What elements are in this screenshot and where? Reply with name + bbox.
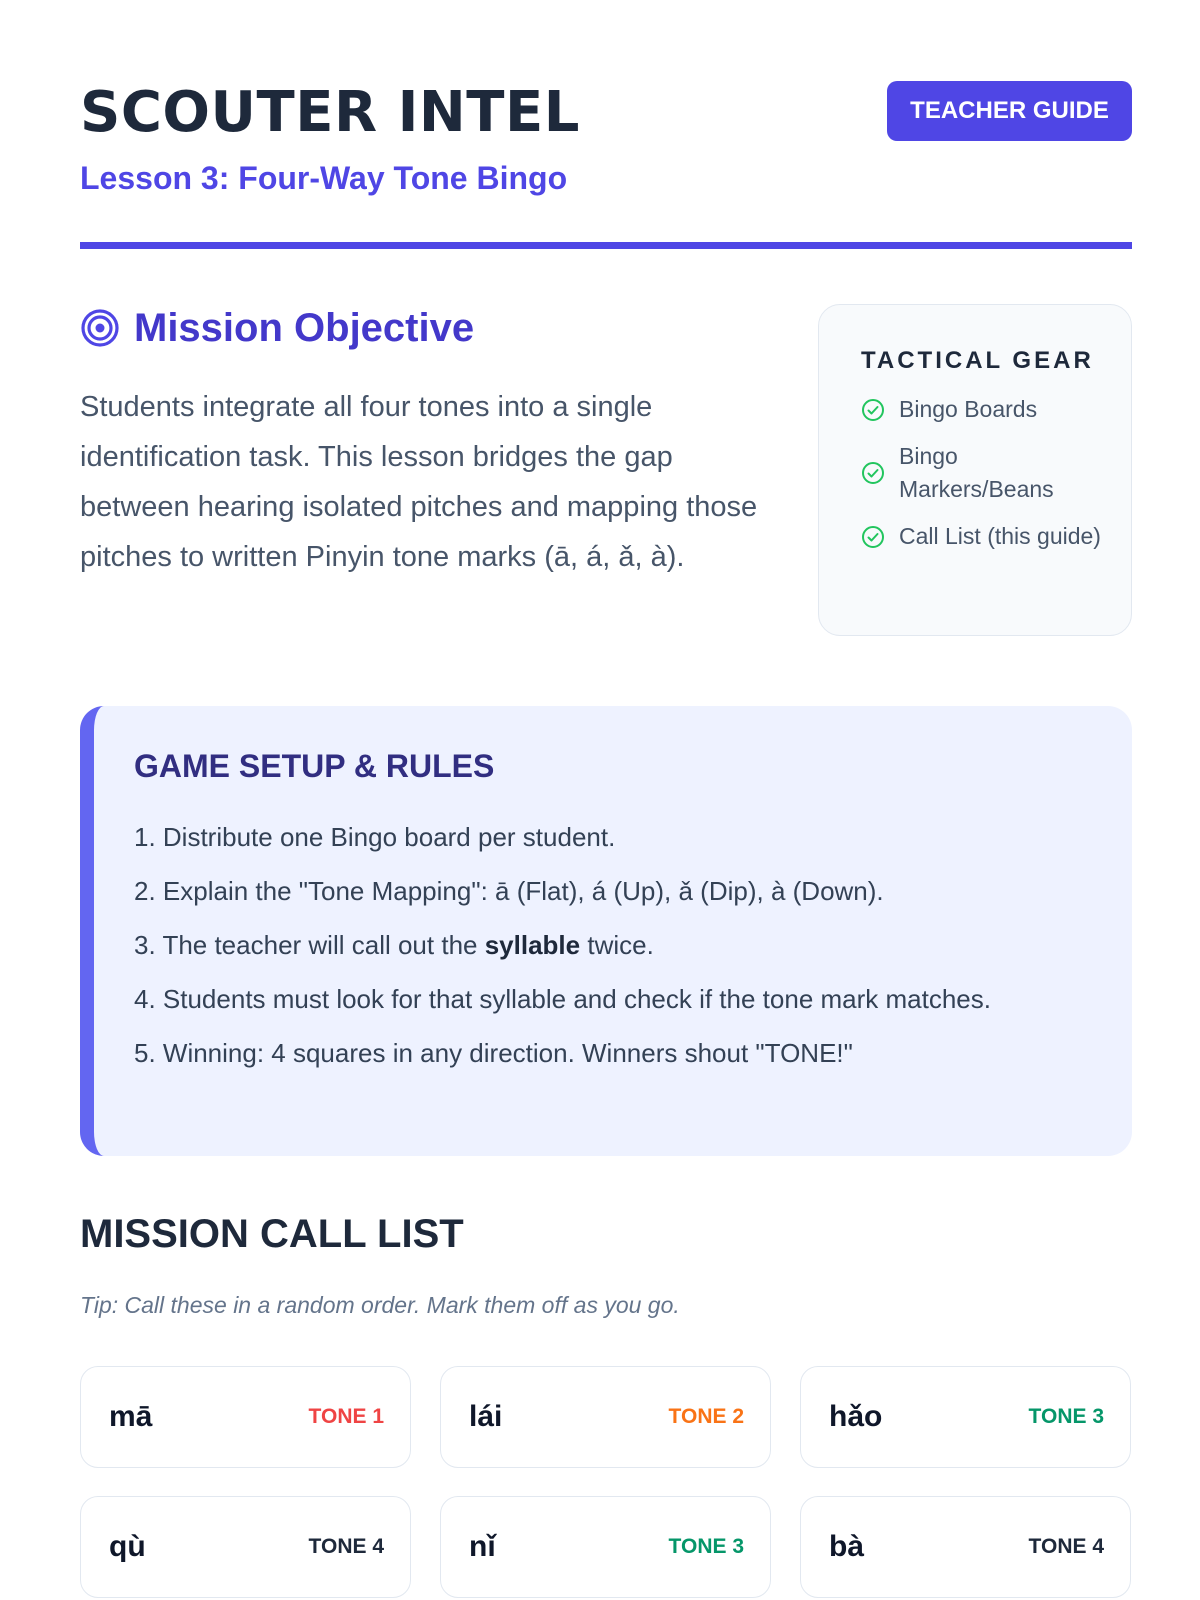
gear-item — [861, 393, 1101, 426]
objective-heading — [80, 300, 770, 356]
call-card[interactable] — [440, 1496, 771, 1598]
check-circle-icon — [861, 525, 885, 549]
rule-text: 5. Winning: 4 squares in any direction. Winners shout "TONE!" — [134, 1038, 853, 1068]
tone-badge: TONE 3 — [1028, 1405, 1104, 1428]
rules-list — [134, 817, 994, 1073]
tone-badge: TONE 1 — [308, 1405, 384, 1428]
call-syllable: qù — [109, 1530, 146, 1563]
rule-item — [134, 871, 994, 911]
target-icon — [80, 308, 120, 348]
rule-text: 3. The teacher will call out the — [134, 930, 485, 960]
call-list-grid — [80, 1366, 1132, 1598]
call-card[interactable] — [80, 1366, 411, 1468]
gear-list — [861, 393, 1101, 553]
call-card[interactable] — [800, 1366, 1131, 1468]
gear-item-label: Bingo Boards — [899, 396, 1038, 422]
gear-item — [861, 520, 1101, 553]
lesson-subtitle: Lesson 3: Four-Way Tone Bingo — [80, 160, 568, 196]
rule-text: 4. Students must look for that syllable and check if the tone mark matches. — [134, 984, 991, 1014]
call-syllable: nǐ — [469, 1530, 496, 1563]
tactical-gear-card — [818, 304, 1132, 636]
rule-emphasis: syllable — [484, 930, 581, 960]
brand-title: SCOUTER INTEL — [80, 80, 580, 145]
objective-title: Mission Objective — [134, 305, 475, 350]
call-list-tip: Tip: Call these in a random order. Mark them off as you go. — [80, 1292, 680, 1318]
gear-item — [861, 440, 1101, 506]
call-card[interactable] — [440, 1366, 771, 1468]
rule-item — [134, 1033, 994, 1073]
tone-badge: TONE 4 — [1028, 1535, 1104, 1558]
gear-item-label: Bingo Markers/Beans — [899, 443, 1054, 502]
check-circle-icon — [861, 461, 885, 485]
gear-title: TACTICAL GEAR — [861, 347, 1094, 374]
call-card[interactable] — [800, 1496, 1131, 1598]
lesson-page — [80, 0, 1132, 1600]
call-list-title: MISSION CALL LIST — [80, 1212, 464, 1256]
rule-item — [134, 925, 994, 965]
call-syllable: hǎo — [829, 1400, 883, 1433]
teacher-guide-button[interactable]: TEACHER GUIDE — [887, 81, 1132, 141]
game-rules-panel — [80, 706, 1132, 1156]
call-syllable: bà — [829, 1530, 865, 1563]
header-divider — [80, 242, 1132, 249]
rule-item — [134, 979, 994, 1019]
objective-description: Students integrate all four tones into a single identification task. This lesson bridges the gap between hearing isolated pitches and mapping those pitches to written Pinyin tone marks (ā, á, ǎ, à). — [80, 391, 758, 573]
mission-objective — [80, 300, 770, 582]
tone-badge: TONE 3 — [668, 1535, 744, 1558]
call-syllable: mā — [109, 1400, 153, 1433]
rule-text-end: twice. — [580, 930, 654, 960]
call-card[interactable] — [80, 1496, 411, 1598]
page-header — [80, 0, 1132, 250]
rule-item — [134, 817, 994, 857]
tone-badge: TONE 2 — [668, 1405, 744, 1428]
tone-badge: TONE 4 — [308, 1535, 384, 1558]
rule-text: 2. Explain the "Tone Mapping": ā (Flat), á (Up), ǎ (Dip), à (Down). — [134, 876, 884, 906]
rules-title: GAME SETUP & RULES — [134, 748, 495, 784]
gear-item-label: Call List (this guide) — [899, 523, 1101, 549]
check-circle-icon — [861, 398, 885, 422]
rule-text: 1. Distribute one Bingo board per student. — [134, 822, 616, 852]
call-syllable: lái — [469, 1400, 503, 1433]
